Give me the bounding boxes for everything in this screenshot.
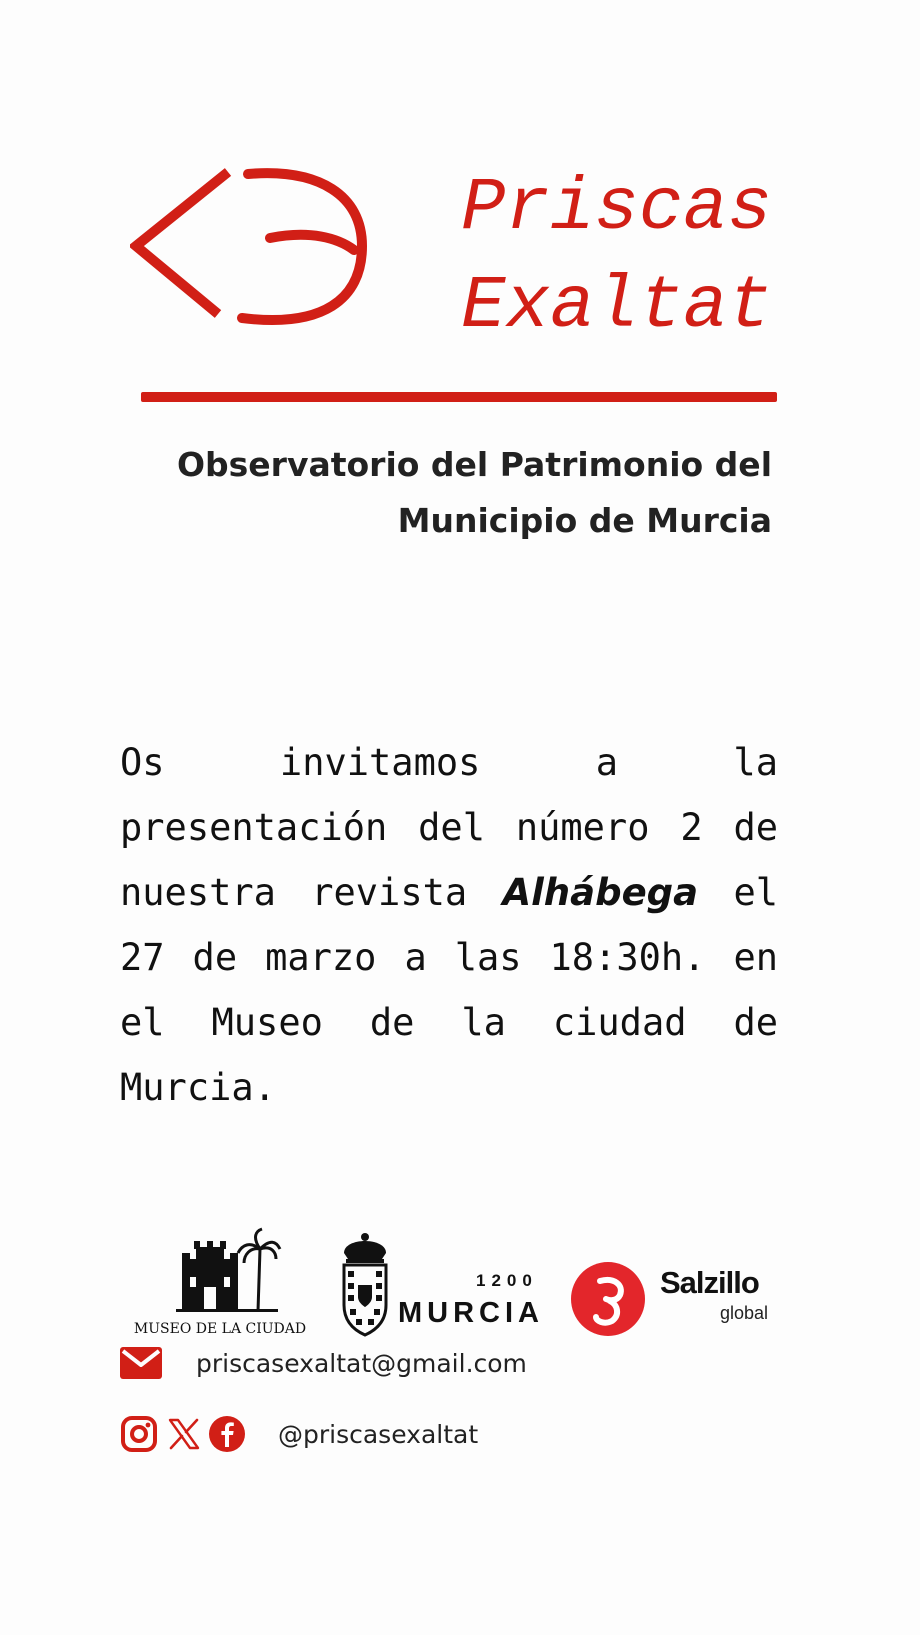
brand-line-2: Exaltat <box>461 265 772 349</box>
castle-palm-icon <box>172 1225 282 1317</box>
mail-icon <box>120 1347 162 1379</box>
invitation-text-after: el 27 de marzo a las 18:30h. en el Museo de la ciudad de Murcia. <box>120 871 778 1109</box>
brand-line-1: Priscas <box>461 167 772 251</box>
salzillo-logo <box>570 1261 780 1341</box>
salzillo-subtitle: global <box>719 1303 768 1323</box>
priscas-logo-icon <box>130 168 380 338</box>
museo-logo <box>120 1225 320 1345</box>
brand-title <box>461 160 772 356</box>
invitation-text <box>120 730 778 1120</box>
instagram-icon[interactable] <box>120 1415 158 1453</box>
social-row <box>120 1415 478 1453</box>
social-handle[interactable]: @priscasexaltat <box>278 1419 479 1449</box>
subtitle-line-1: Observatorio del Patrimonio del <box>176 445 772 484</box>
salzillo-name: Salzillo <box>660 1265 759 1300</box>
facebook-icon[interactable] <box>208 1415 246 1453</box>
salzillo-icon <box>570 1261 650 1341</box>
murcia-1200-logo <box>336 1231 551 1341</box>
magazine-name: Alhábega <box>502 871 699 914</box>
subtitle <box>132 437 772 549</box>
museo-caption: MUSEO DE LA CIUDAD <box>133 1321 307 1337</box>
email-row <box>120 1347 527 1379</box>
subtitle-line-2: Municipio de Murcia <box>397 501 772 540</box>
divider <box>141 392 777 402</box>
invitation-text-before: Os invitamos a la presentación del número 2 de nuestra revista <box>120 741 778 914</box>
murcia-word: MURCIA <box>398 1297 544 1329</box>
x-icon[interactable] <box>166 1416 202 1452</box>
murcia-number: 1200 <box>476 1271 538 1290</box>
email-address[interactable]: priscasexaltat@gmail.com <box>196 1348 527 1378</box>
coat-of-arms-icon <box>336 1231 394 1337</box>
sponsor-logos <box>120 1225 778 1345</box>
